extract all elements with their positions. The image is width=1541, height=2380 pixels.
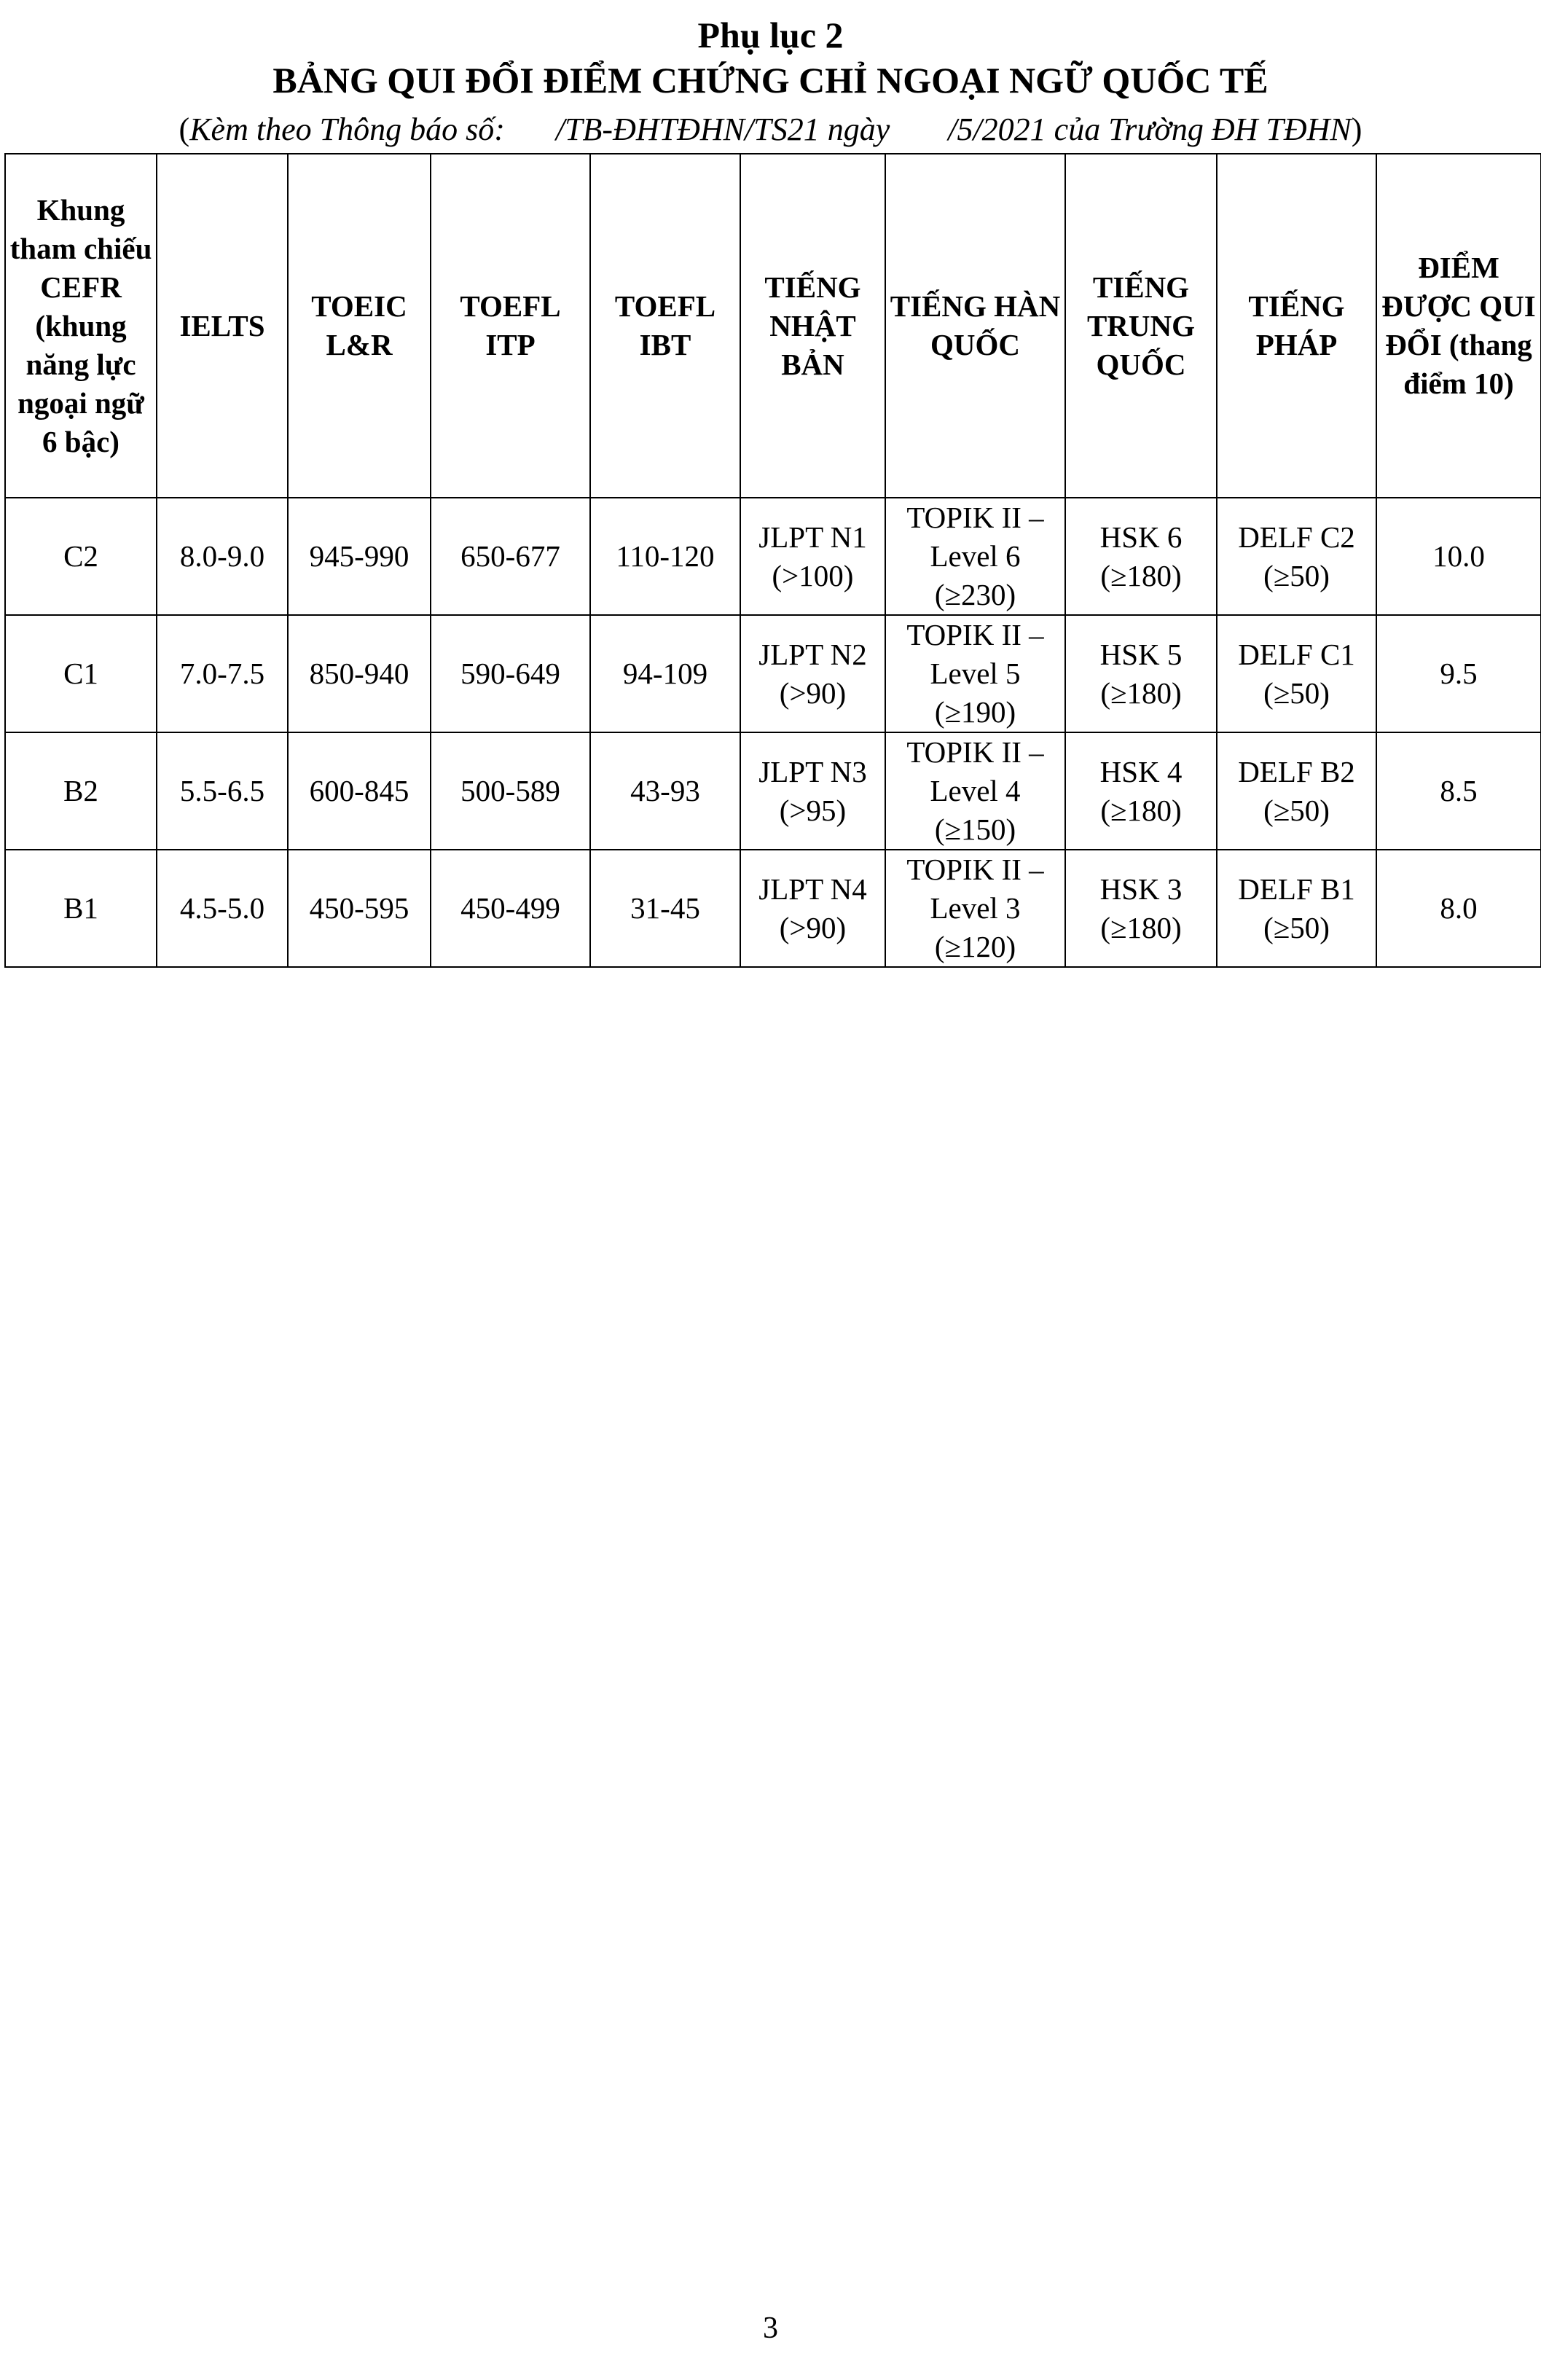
header-french: TIẾNG PHÁP <box>1217 154 1376 498</box>
table-row <box>5 850 1541 967</box>
cell-korean: TOPIK II – Level 3 (≥120) <box>885 850 1065 967</box>
cell-toefl-ibt: 110-120 <box>590 498 740 615</box>
cell-toeic: 850-940 <box>288 615 431 732</box>
document-title: BẢNG QUI ĐỔI ĐIỂM CHỨNG CHỈ NGOẠI NGỮ QUỐC TẾ <box>272 60 1269 101</box>
table-row <box>5 615 1541 732</box>
table-row <box>5 732 1541 850</box>
cell-ielts: 4.5-5.0 <box>157 850 288 967</box>
cell-korean: TOPIK II – Level 5 (≥190) <box>885 615 1065 732</box>
cell-ielts: 7.0-7.5 <box>157 615 288 732</box>
cell-toefl-ibt: 94-109 <box>590 615 740 732</box>
cell-chinese: HSK 6 (≥180) <box>1065 498 1217 615</box>
page-number: 3 <box>763 2312 778 2345</box>
cell-toeic: 450-595 <box>288 850 431 967</box>
header-cefr: Khung tham chiếu CEFR (khung năng lực ngoại ngữ 6 bậc) <box>5 154 157 498</box>
header-toeic: TOEIC L&R <box>288 154 431 498</box>
cell-toefl-ibt: 43-93 <box>590 732 740 850</box>
header-chinese: TIẾNG TRUNG QUỐC <box>1065 154 1217 498</box>
table-row <box>5 498 1541 615</box>
cell-french: DELF B2 (≥50) <box>1217 732 1376 850</box>
cell-chinese: HSK 3 (≥180) <box>1065 850 1217 967</box>
cell-cefr: B1 <box>5 850 157 967</box>
cell-japanese: JLPT N3 (>95) <box>740 732 885 850</box>
cell-japanese: JLPT N4 (>90) <box>740 850 885 967</box>
cell-chinese: HSK 5 (≥180) <box>1065 615 1217 732</box>
cell-korean: TOPIK II – Level 4 (≥150) <box>885 732 1065 850</box>
cell-french: DELF B1 (≥50) <box>1217 850 1376 967</box>
cell-japanese: JLPT N2 (>90) <box>740 615 885 732</box>
cell-french: DELF C2 (≥50) <box>1217 498 1376 615</box>
table-header-row <box>5 154 1541 498</box>
cell-toefl-itp: 650-677 <box>431 498 590 615</box>
cell-toeic: 945-990 <box>288 498 431 615</box>
reference-note <box>0 111 1541 149</box>
cell-japanese: JLPT N1 (>100) <box>740 498 885 615</box>
conversion-table <box>4 153 1541 968</box>
header-japanese: TIẾNG NHẬT BẢN <box>740 154 885 498</box>
note-open-paren: ( <box>179 111 190 147</box>
cell-french: DELF C1 (≥50) <box>1217 615 1376 732</box>
cell-converted-score: 9.5 <box>1376 615 1541 732</box>
cell-cefr: C1 <box>5 615 157 732</box>
header-korean: TIẾNG HÀN QUỐC <box>885 154 1065 498</box>
cell-korean: TOPIK II – Level 6 (≥230) <box>885 498 1065 615</box>
cell-converted-score: 8.0 <box>1376 850 1541 967</box>
cell-cefr: B2 <box>5 732 157 850</box>
note-close-paren: ) <box>1351 111 1362 147</box>
cell-toeic: 600-845 <box>288 732 431 850</box>
cell-toefl-itp: 450-499 <box>431 850 590 967</box>
note-part-2: /TB-ĐHTĐHN/TS21 ngày <box>555 111 890 147</box>
cell-ielts: 5.5-6.5 <box>157 732 288 850</box>
header-ielts: IELTS <box>157 154 288 498</box>
header-converted-score: ĐIỂM ĐƯỢC QUI ĐỔI (thang điểm 10) <box>1376 154 1541 498</box>
cell-converted-score: 8.5 <box>1376 732 1541 850</box>
cell-toefl-ibt: 31-45 <box>590 850 740 967</box>
note-part-3: /5/2021 của Trường ĐH TĐHN <box>948 111 1352 147</box>
appendix-label: Phụ lục 2 <box>697 15 844 55</box>
cell-toefl-itp: 500-589 <box>431 732 590 850</box>
header-toefl-ibt: TOEFL IBT <box>590 154 740 498</box>
cell-chinese: HSK 4 (≥180) <box>1065 732 1217 850</box>
header-toefl-itp: TOEFL ITP <box>431 154 590 498</box>
cell-cefr: C2 <box>5 498 157 615</box>
note-part-1: Kèm theo Thông báo số: <box>189 111 505 147</box>
cell-ielts: 8.0-9.0 <box>157 498 288 615</box>
cell-converted-score: 10.0 <box>1376 498 1541 615</box>
cell-toefl-itp: 590-649 <box>431 615 590 732</box>
